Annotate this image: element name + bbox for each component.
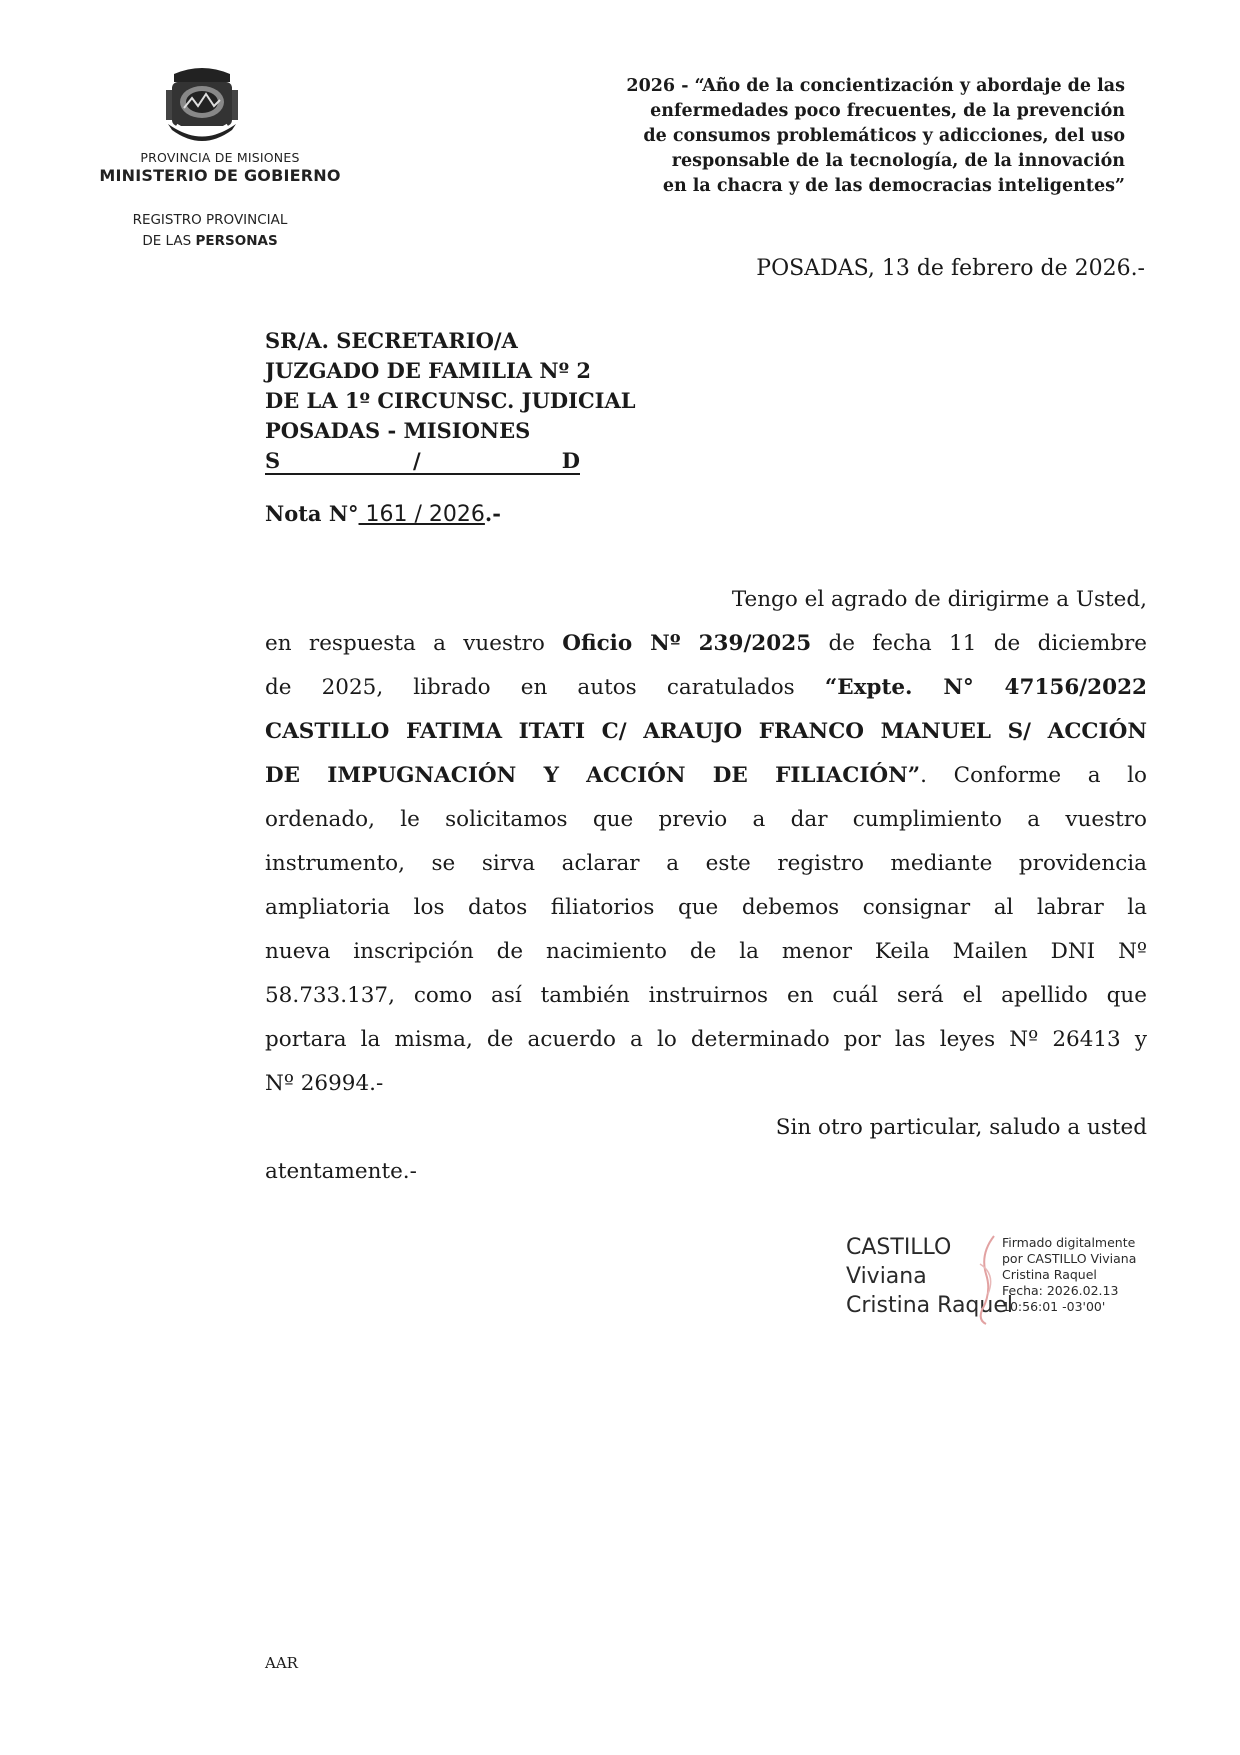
signature-info-line: Fecha: 2026.02.13 xyxy=(1002,1283,1119,1298)
signer-name-line: Viviana xyxy=(846,1264,927,1289)
signature-info-line: Cristina Raquel xyxy=(1002,1267,1097,1282)
body-line: DE IMPUGNACIÓN Y ACCIÓN DE FILIACIÓN”. Conforme a lo xyxy=(265,763,1147,788)
motto-line: responsable de la tecnología, de la innovación xyxy=(671,151,1125,171)
body-line: nueva inscripción de nacimiento de la menor Keila Mailen DNI Nº xyxy=(265,939,1147,964)
note-number-value: 161 / 2026 xyxy=(358,502,485,527)
sd-s: S xyxy=(265,448,281,473)
signature-info-line: 10:56:01 -03'00' xyxy=(1002,1299,1106,1314)
year-motto xyxy=(540,74,1125,199)
registry-name-line1: REGISTRO PROVINCIAL xyxy=(132,212,288,228)
digital-signature-mark-icon xyxy=(974,1234,1004,1326)
note-number xyxy=(265,501,501,527)
signature-info-line: por CASTILLO Viviana xyxy=(1002,1251,1137,1266)
body-line: instrumento, se sirva aclarar a este registro mediante providencia xyxy=(265,851,1147,876)
body-line: en respuesta a vuestro Oficio Nº 239/2025 de fecha 11 de diciembre xyxy=(265,631,1148,656)
place-and-date: POSADAS, 13 de febrero de 2026.- xyxy=(756,256,1145,281)
closing-line: atentamente.- xyxy=(265,1159,417,1184)
signer-name-line: Cristina Raquel xyxy=(846,1293,1013,1318)
body-line: Tengo el agrado de dirigirme a Usted, xyxy=(731,587,1147,612)
motto-line: de consumos problemáticos y adicciones, del uso xyxy=(643,126,1125,146)
body-line: ampliatoria los datos filiatorios que debemos consignar al labrar la xyxy=(265,895,1147,920)
sd-d: D xyxy=(561,448,580,473)
recipient-line: DE LA 1º CIRCUNSC. JUDICIAL xyxy=(265,388,636,413)
motto-line: en la chacra y de las democracias inteligentes” xyxy=(662,176,1125,196)
ministry-name: MINISTERIO DE GOBIERNO xyxy=(99,166,341,185)
recipient-block xyxy=(265,326,636,476)
signature-info-line: Firmado digitalmente xyxy=(1002,1235,1136,1250)
province-name: PROVINCIA DE MISIONES xyxy=(140,150,300,165)
body-line: CASTILLO FATIMA ITATI C/ ARAUJO FRANCO MANUEL S/ ACCIÓN xyxy=(265,719,1147,744)
signer-name-line: CASTILLO xyxy=(846,1235,952,1260)
recipient-line: POSADAS - MISIONES xyxy=(265,418,531,443)
note-prefix: Nota N° xyxy=(265,501,359,526)
digital-signature-info xyxy=(1002,1235,1136,1315)
body-line: de 2025, librado en autos caratulados “Expte. N° 47156/2022 xyxy=(265,675,1147,700)
sd-slash: / xyxy=(413,448,421,473)
body-line: 58.733.137, como así también instruirnos en cuál será el apellido que xyxy=(265,983,1147,1008)
typist-initials: AAR xyxy=(265,1654,298,1672)
recipient-line: SR/A. SECRETARIO/A xyxy=(265,328,518,353)
body-line: portara la misma, de acuerdo a lo determinado por las leyes Nº 26413 y xyxy=(265,1027,1147,1052)
body-line: ordenado, le solicitamos que previo a dar cumplimiento a vuestro xyxy=(265,807,1147,832)
letter-body xyxy=(265,578,1147,1194)
closing-line: Sin otro particular, saludo a usted xyxy=(775,1115,1147,1140)
motto-line: enfermedades poco frecuentes, de la prevención xyxy=(650,101,1125,121)
note-suffix: .- xyxy=(484,501,501,526)
provincial-crest-logo xyxy=(162,60,242,148)
recipient-line: JUZGADO DE FAMILIA Nº 2 xyxy=(265,358,592,383)
su-despacho-line xyxy=(265,446,580,476)
motto-line: 2026 - “Año de la concientización y abordaje de las xyxy=(626,76,1125,96)
registry-name-line2: DE LAS PERSONAS xyxy=(142,233,278,249)
body-line: Nº 26994.- xyxy=(265,1071,384,1096)
